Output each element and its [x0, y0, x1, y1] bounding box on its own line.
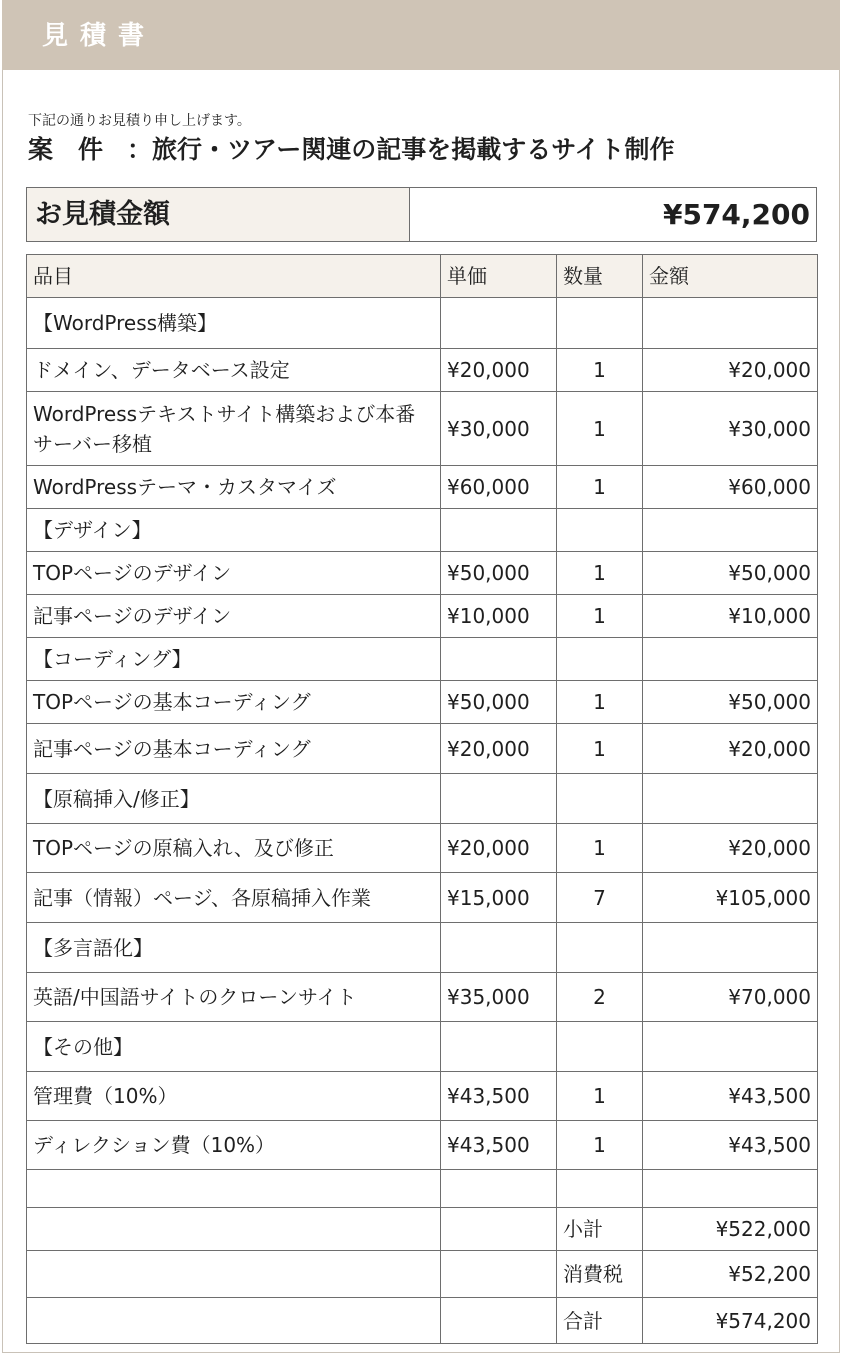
amount-cell: ¥105,000 — [643, 873, 818, 923]
summary-empty-cell — [27, 1208, 441, 1251]
table-section-row — [27, 1022, 818, 1072]
quantity-cell: 1 — [557, 724, 643, 774]
item-name-cell: 記事ページの基本コーディング — [27, 724, 441, 774]
quantity-cell — [557, 774, 643, 824]
unit-price-cell: ¥20,000 — [441, 824, 557, 873]
quantity-cell — [557, 1170, 643, 1208]
amount-cell — [643, 509, 818, 552]
quantity-cell: 1 — [557, 349, 643, 392]
amount-cell — [643, 638, 818, 681]
item-name-cell — [27, 1170, 441, 1208]
quantity-cell — [557, 638, 643, 681]
summary-row — [27, 1298, 818, 1344]
summary-value: ¥574,200 — [643, 1298, 818, 1344]
unit-price-cell: ¥60,000 — [441, 466, 557, 509]
summary-row — [27, 1208, 818, 1251]
quantity-cell: 1 — [557, 1121, 643, 1170]
estimate-table — [26, 254, 818, 1344]
table-row — [27, 681, 818, 724]
subject-separator: ： — [127, 135, 153, 164]
unit-price-cell — [441, 1170, 557, 1208]
table-row — [27, 552, 818, 595]
unit-price-cell: ¥50,000 — [441, 552, 557, 595]
quantity-cell: 2 — [557, 973, 643, 1022]
quantity-cell: 7 — [557, 873, 643, 923]
amount-cell: ¥30,000 — [643, 392, 818, 466]
summary-empty-cell — [27, 1251, 441, 1298]
quantity-cell: 1 — [557, 392, 643, 466]
table-section-row — [27, 509, 818, 552]
amount-cell — [643, 923, 818, 973]
column-header-amount: 金額 — [643, 255, 818, 298]
amount-cell — [643, 774, 818, 824]
item-name-cell: WordPressテーマ・カスタマイズ — [27, 466, 441, 509]
document-header — [2, 0, 840, 70]
unit-price-cell: ¥43,500 — [441, 1072, 557, 1121]
quantity-cell: 1 — [557, 466, 643, 509]
table-section-row — [27, 923, 818, 973]
unit-price-cell — [441, 1022, 557, 1072]
quantity-cell — [557, 509, 643, 552]
amount-cell — [643, 298, 818, 349]
column-header-unit-price: 単価 — [441, 255, 557, 298]
summary-label: 小計 — [557, 1208, 643, 1251]
summary-label: 合計 — [557, 1298, 643, 1344]
summary-label: 消費税 — [557, 1251, 643, 1298]
table-row — [27, 1170, 818, 1208]
unit-price-cell — [441, 638, 557, 681]
table-body — [27, 298, 818, 1344]
item-name-cell: TOPページの基本コーディング — [27, 681, 441, 724]
estimate-total-value: ¥574,200 — [662, 198, 810, 231]
amount-cell: ¥20,000 — [643, 349, 818, 392]
summary-value: ¥52,200 — [643, 1251, 818, 1298]
table-row — [27, 1072, 818, 1121]
summary-empty-cell — [441, 1298, 557, 1344]
table-row — [27, 349, 818, 392]
item-name-cell: 【コーディング】 — [27, 638, 441, 681]
unit-price-cell — [441, 298, 557, 349]
item-name-cell: ドメイン、データベース設定 — [27, 349, 441, 392]
subject-value: 旅行・ツアー関連の記事を掲載するサイト制作 — [152, 135, 675, 164]
table-row — [27, 595, 818, 638]
document-title: 見積書 — [42, 21, 157, 51]
unit-price-cell: ¥10,000 — [441, 595, 557, 638]
table-row — [27, 973, 818, 1022]
column-header-quantity: 数量 — [557, 255, 643, 298]
table-section-row — [27, 298, 818, 349]
table-section-row — [27, 638, 818, 681]
item-name-cell: 管理費（10%） — [27, 1072, 441, 1121]
summary-empty-cell — [27, 1298, 441, 1344]
unit-price-cell: ¥35,000 — [441, 973, 557, 1022]
quantity-cell — [557, 1022, 643, 1072]
item-name-cell: WordPressテキストサイト構築および本番サーバー移植 — [27, 392, 441, 466]
item-name-cell: TOPページのデザイン — [27, 552, 441, 595]
unit-price-cell: ¥50,000 — [441, 681, 557, 724]
quantity-cell: 1 — [557, 681, 643, 724]
amount-cell: ¥20,000 — [643, 824, 818, 873]
amount-cell: ¥43,500 — [643, 1121, 818, 1170]
unit-price-cell: ¥30,000 — [441, 392, 557, 466]
table-row — [27, 873, 818, 923]
table-header-row — [27, 255, 818, 298]
quantity-cell: 1 — [557, 1072, 643, 1121]
item-name-cell: 記事ページのデザイン — [27, 595, 441, 638]
subject-label: 案 件 — [28, 135, 104, 164]
amount-cell — [643, 1170, 818, 1208]
table-row — [27, 466, 818, 509]
unit-price-cell: ¥20,000 — [441, 724, 557, 774]
quantity-cell: 1 — [557, 552, 643, 595]
item-name-cell: 記事（情報）ページ、各原稿挿入作業 — [27, 873, 441, 923]
amount-cell — [643, 1022, 818, 1072]
unit-price-cell — [441, 923, 557, 973]
table-row — [27, 824, 818, 873]
unit-price-cell: ¥43,500 — [441, 1121, 557, 1170]
summary-empty-cell — [441, 1251, 557, 1298]
item-name-cell: TOPページの原稿入れ、及び修正 — [27, 824, 441, 873]
unit-price-cell — [441, 509, 557, 552]
table-section-row — [27, 774, 818, 824]
summary-value: ¥522,000 — [643, 1208, 818, 1251]
item-name-cell: ディレクション費（10%） — [27, 1121, 441, 1170]
estimate-total-box — [26, 187, 817, 242]
amount-cell: ¥50,000 — [643, 552, 818, 595]
item-name-cell: 【その他】 — [27, 1022, 441, 1072]
item-name-cell: 英語/中国語サイトのクローンサイト — [27, 973, 441, 1022]
unit-price-cell — [441, 774, 557, 824]
table-row — [27, 392, 818, 466]
summary-empty-cell — [441, 1208, 557, 1251]
unit-price-cell: ¥15,000 — [441, 873, 557, 923]
quantity-cell: 1 — [557, 824, 643, 873]
estimate-total-label: お見積金額 — [27, 188, 410, 241]
table-row — [27, 1121, 818, 1170]
item-name-cell: 【WordPress構築】 — [27, 298, 441, 349]
item-name-cell: 【原稿挿入/修正】 — [27, 774, 441, 824]
quantity-cell — [557, 923, 643, 973]
amount-cell: ¥60,000 — [643, 466, 818, 509]
amount-cell: ¥50,000 — [643, 681, 818, 724]
amount-cell: ¥43,500 — [643, 1072, 818, 1121]
amount-cell: ¥10,000 — [643, 595, 818, 638]
item-name-cell: 【デザイン】 — [27, 509, 441, 552]
unit-price-cell: ¥20,000 — [441, 349, 557, 392]
column-header-item: 品目 — [27, 255, 441, 298]
quantity-cell — [557, 298, 643, 349]
intro-text: 下記の通りお見積り申し上げます。 — [28, 113, 251, 129]
quantity-cell: 1 — [557, 595, 643, 638]
summary-row — [27, 1251, 818, 1298]
amount-cell: ¥20,000 — [643, 724, 818, 774]
subject-line — [28, 134, 675, 166]
amount-cell: ¥70,000 — [643, 973, 818, 1022]
item-name-cell: 【多言語化】 — [27, 923, 441, 973]
table-row — [27, 724, 818, 774]
